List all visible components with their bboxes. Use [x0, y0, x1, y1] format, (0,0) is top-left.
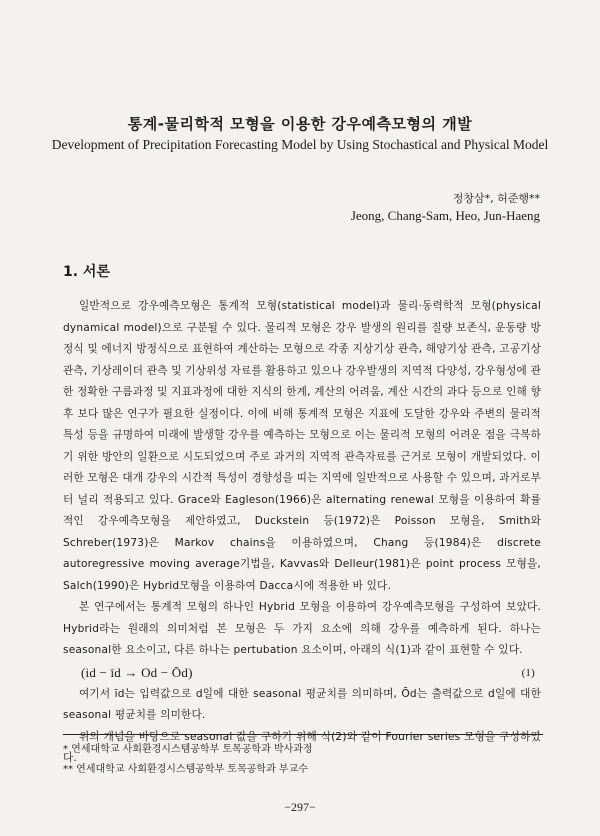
equation-1 — [63, 662, 541, 684]
authors-korean: 정창삼*, 허준행** — [452, 192, 540, 205]
body-text — [63, 296, 541, 770]
equation-number: (1) — [521, 666, 535, 679]
authors-english: Jeong, Chang-Sam, Heo, Jun-Haeng — [350, 208, 540, 223]
page-number: −297− — [284, 800, 316, 814]
footnote-2: ** 연세대학교 사회환경시스템공학부 토목공학과 부교수 — [63, 764, 308, 775]
section-heading: 1. 서론 — [63, 264, 110, 280]
paragraph-1: 일반적으로 강우예측모형은 통계적 모형(statistical model)과 물리·동력학적 모형(physical dynamical model)으로 구분될 수 있다. 물리적 모형은 강우 발생의 원리를 질량 보존식, 운동량 방정식 및 에너지 방정식으로 표현하여 계산하는 모형으로 각종 지상기상 관측, 해양기상 관측, 고공기상 관측, 기상레이더 관측 및 기상위성 자료를 활용하고 있으나 강우발생의 지역적 다양성, 강우형성에 관한 정확한 구름과정 및 지표과정에 대한 지식의 한계, 계산의 어려움, 계산 시간의 과다 등으로 인해 향후 보다 많은 연구가 필요한 실정이다. 이에 비해 통계적 모형은 지표에 도달한 강우와 주변의 물리적 특성 등을 규명하여 미래에 발생할 강우를 예측하는 모형으로 이는 물리적 모형의 어려운 점을 극복하기 위한 방안의 일환으로 시도되었으며 주로 과거의 지역적 관측자료를 근거로 모형이 개발되었다. 이러한 모형은 대개 강우의 시간적 특성이 경향성을 띠는 지역에 일반적으로 사용할 수 있으며, 과거로부터 널리 적용되고 있다. Grace와 Eagleson(1966)은 alternating renewal 모형을 이용하여 확률적인 강우예측모형을 제안하였고, Duckstein 등(1972)은 Poisson 모형을, Smith와 Schreber(1973)은 Markov chains을 이용하였으며, Chang 등(1984)은 discrete autoregressive moving average기법을, Kavvas와 Delleur(1981)은 point process 모형을, Salch(1990)은 Hybrid모형을 이용하여 Dacca시에 적용한 바 있다. — [63, 300, 541, 592]
footnote-divider — [63, 734, 543, 735]
paragraph-2: 본 연구에서는 통계적 모형의 하나인 Hybrid 모형을 이용하여 강우예측모형을 구성하여 보았다. Hybrid라는 원래의 의미처럼 본 모형은 두 가지 요소에 의해 강우를 예측하게 된다. 하나는 seasonal한 요소이고, 다른 하나는 pertubation 요소이며, 아래의 식(1)과 같이 표현할 수 있다. — [63, 601, 541, 656]
paper-title-english: Development of Precipitation Forecasting Model by Using Stochastical and Physical Model — [51, 137, 549, 152]
paragraph-3: 여기서 īd는 입력값으로 d일에 대한 seasonal 평균치를 의미하며, Ōd는 출력값으로 d일에 대한 seasonal 평균치를 의미한다. — [63, 687, 541, 721]
equation-text: (id − īd → Od − Ōd) — [81, 664, 193, 680]
footnote-1: * 연세대학교 사회환경시스템공학부 토목공학과 박사과정 — [63, 744, 313, 755]
paper-title-korean: 통계-물리학적 모형을 이용한 강우예측모형의 개발 — [127, 115, 473, 133]
paragraph-4: 위의 개념을 바탕으로 seasonal 값을 구하기 위해 식(2)와 같이 Fourier series 모형을 구성하였다. — [63, 730, 541, 764]
